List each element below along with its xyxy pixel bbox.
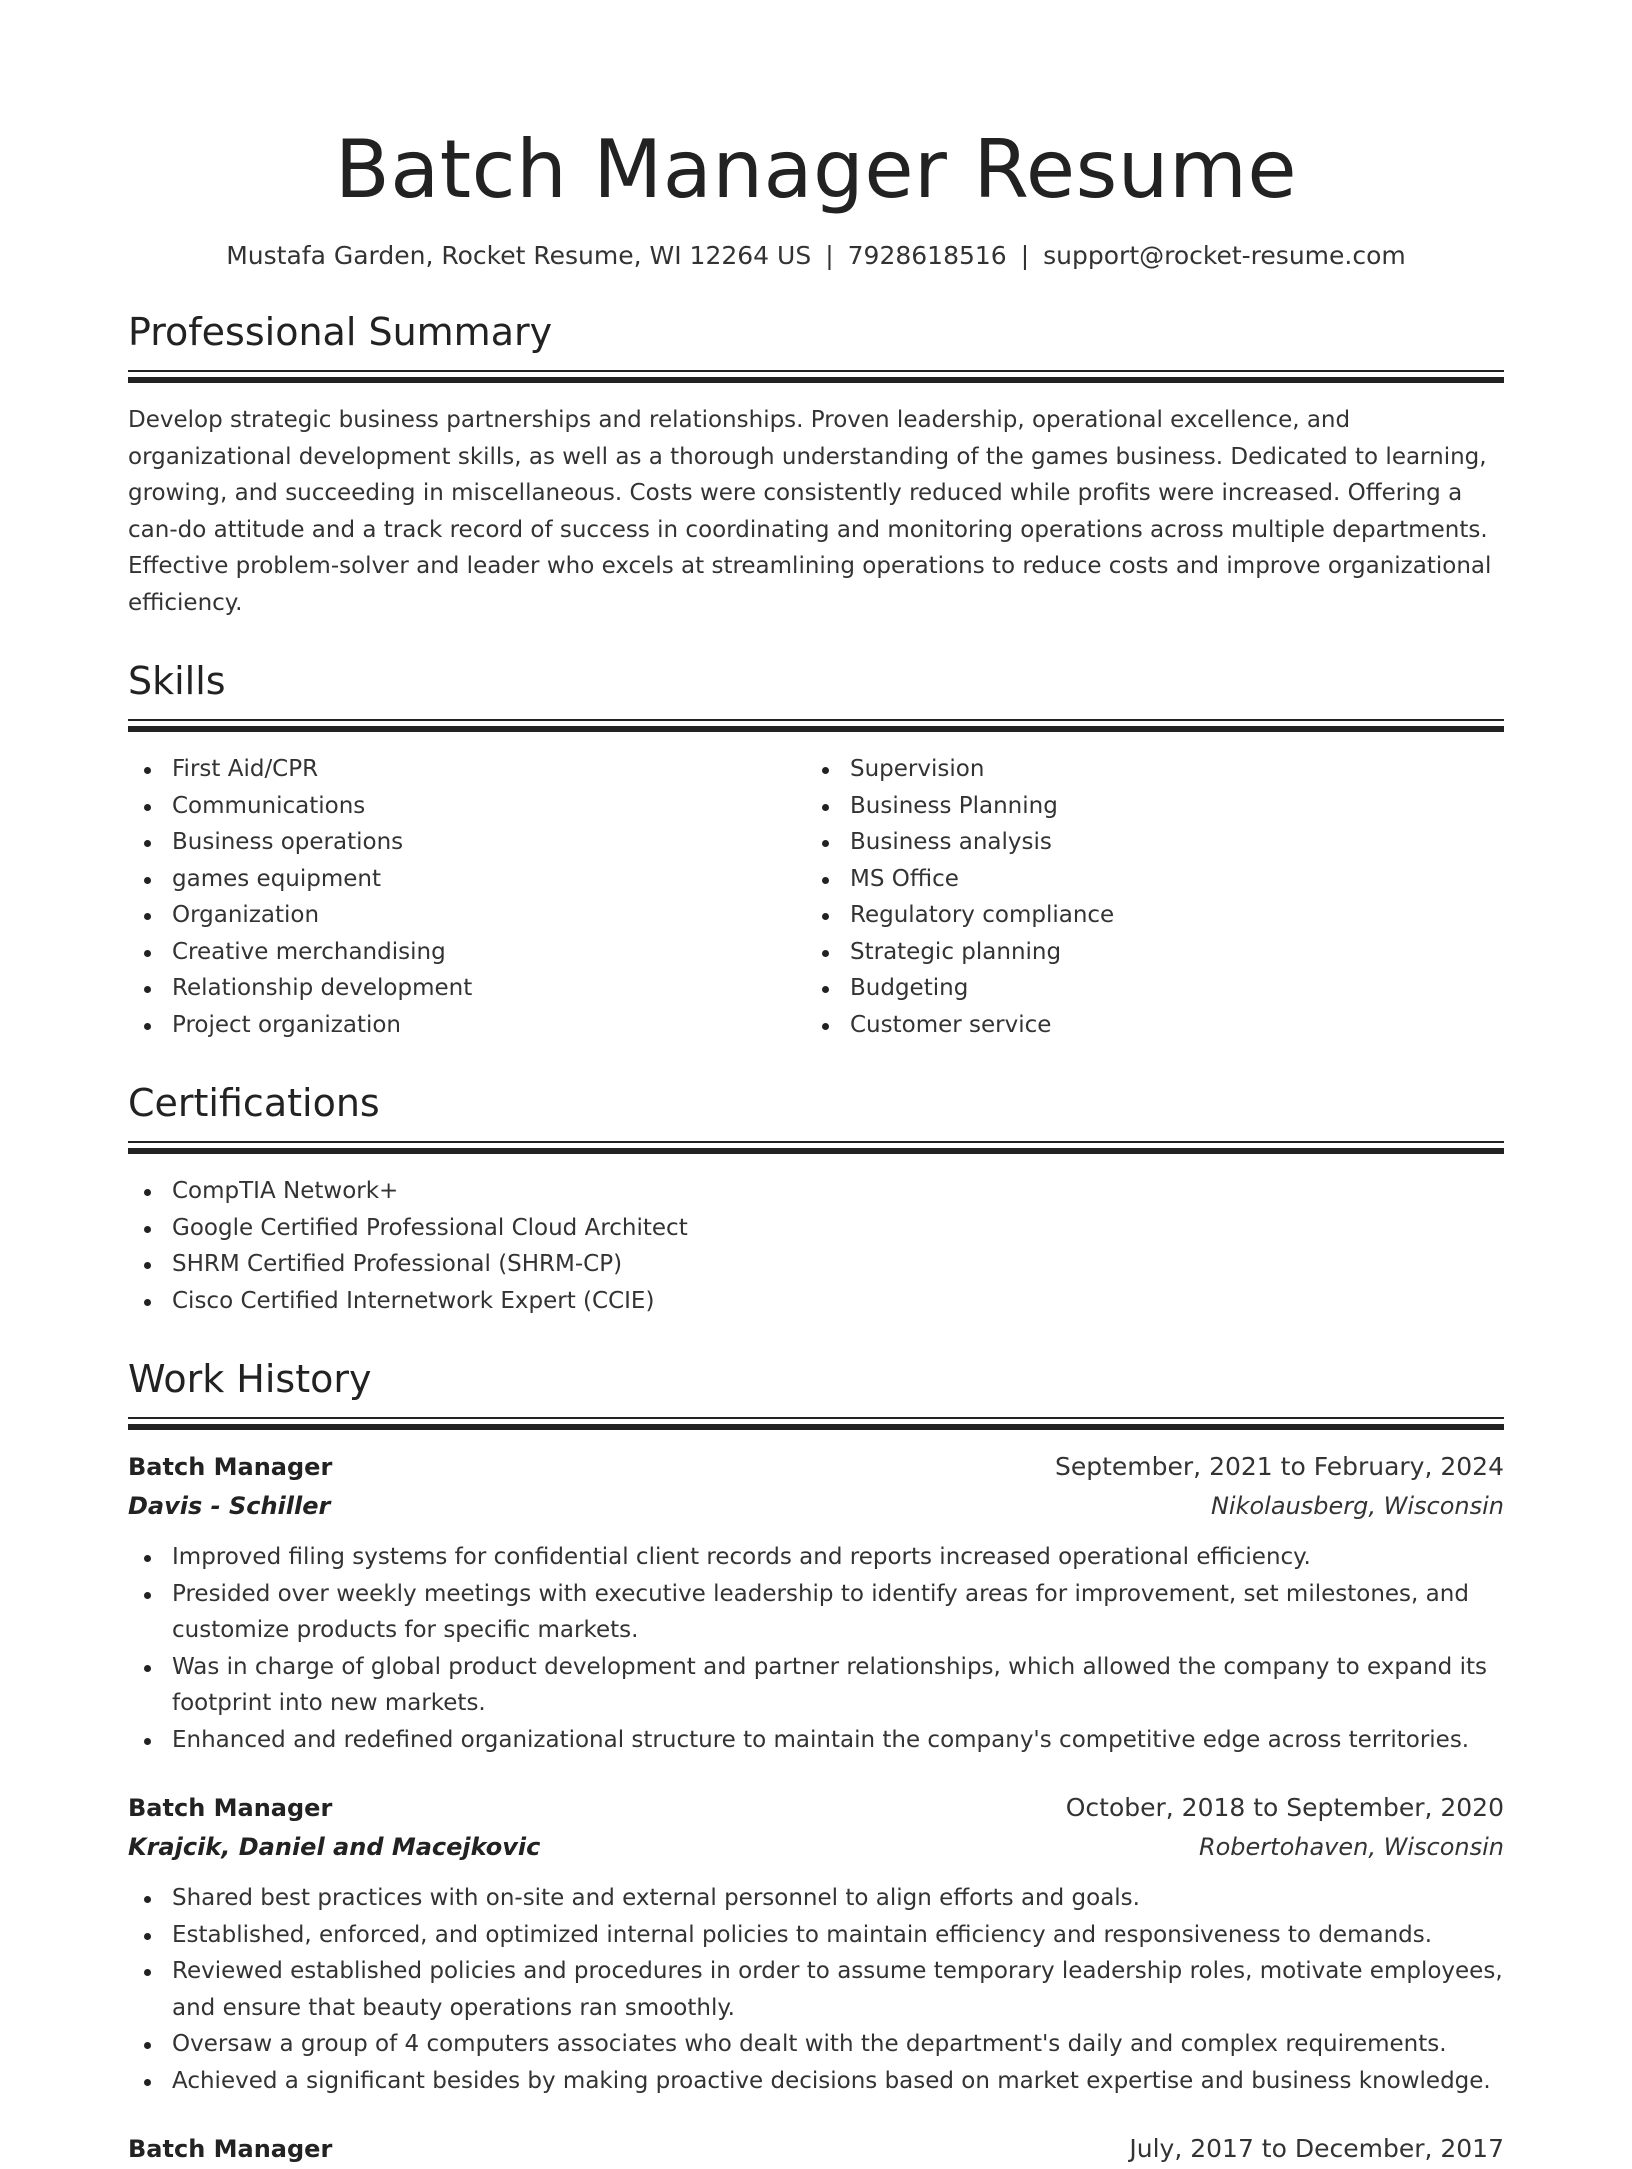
skill-item: Strategic planning	[806, 934, 1484, 971]
job-entry	[128, 2129, 1504, 2169]
skills-heading: Skills	[128, 659, 226, 703]
skill-item: Regulatory compliance	[806, 897, 1484, 934]
certification-item: CompTIA Network+	[128, 1173, 1504, 1210]
skills-grid	[128, 751, 1504, 1043]
job-bullet: Oversaw a group of 4 computers associates who dealt with the department's daily and complex requirements.	[128, 2026, 1504, 2063]
summary-text: Develop strategic business partnerships and relationships. Proven leadership, operational excellence, and organizational development skills, as well as a thorough understanding of the games business. Dedicated to learning, growing, and succeeding in miscellaneous. Costs were consistently reduced while profits were increased. Offering a can-do attitude and a track record of success in coordinating and monitoring operations across multiple departments. Effective problem-solver and leader who excels at streamlining operations to reduce costs and improve organizational efficiency.	[128, 407, 1492, 616]
skill-item: First Aid/CPR	[128, 751, 806, 788]
skill-item: Creative merchandising	[128, 934, 806, 971]
job-bullets	[128, 1539, 1504, 1758]
section-divider	[128, 1417, 1504, 1429]
section-divider	[128, 370, 1504, 382]
job-company-row	[128, 1487, 1504, 1525]
job-bullet: Reviewed established policies and procedures in order to assume temporary leadership roles, motivate employees, and ensure that beauty operations ran smoothly.	[128, 1953, 1504, 2026]
job-bullet: Enhanced and redefined organizational structure to maintain the company's competitive edge across territories.	[128, 1722, 1504, 1759]
skill-item: Business Planning	[806, 788, 1484, 825]
job-bullet: Improved filing systems for confidential client records and reports increased operational efficiency.	[128, 1539, 1504, 1576]
certifications-heading: Certifications	[128, 1081, 380, 1125]
job-bullets	[128, 1880, 1504, 2099]
job-title: Batch Manager	[128, 1794, 333, 1822]
job-entry	[128, 1447, 1504, 1758]
summary-section-header	[128, 308, 1504, 382]
skill-item: MS Office	[806, 861, 1484, 898]
certifications-section-header	[128, 1079, 1504, 1153]
job-location: Robertohaven, Wisconsin	[1198, 1833, 1504, 1861]
work-history-heading: Work History	[128, 1357, 372, 1401]
job-company: Krajcik, Daniel and Macejkovic	[128, 1833, 541, 1861]
resume-page	[128, 0, 1504, 2169]
job-company: Davis - Schiller	[128, 1492, 331, 1520]
job-bullet: Was in charge of global product development and partner relationships, which allowed the company to expand its footprint into new markets.	[128, 1649, 1504, 1722]
certifications-list	[128, 1173, 1504, 1319]
contact-separator: |	[825, 241, 834, 270]
job-location: Nikolausberg, Wisconsin	[1210, 1492, 1504, 1520]
skill-item: Customer service	[806, 1007, 1484, 1044]
job-title: Batch Manager	[128, 1453, 333, 1481]
job-dates: September, 2021 to February, 2024	[1055, 1452, 1504, 1481]
job-header-row	[128, 1788, 1504, 1828]
contact-address: Mustafa Garden, Rocket Resume, WI 12264 US	[226, 241, 812, 270]
skill-item: Supervision	[806, 751, 1484, 788]
job-header-row	[128, 2129, 1504, 2169]
resume-title: Batch Manager Resume	[334, 123, 1298, 216]
job-dates: July, 2017 to December, 2017	[1129, 2134, 1504, 2163]
certification-item: SHRM Certified Professional (SHRM-CP)	[128, 1246, 1504, 1283]
section-divider	[128, 719, 1504, 731]
skills-list-right	[806, 751, 1484, 1043]
contact-line	[128, 240, 1504, 272]
job-title: Batch Manager	[128, 2135, 333, 2163]
job-bullet: Established, enforced, and optimized internal policies to maintain efficiency and responsiveness to demands.	[128, 1917, 1504, 1954]
section-divider	[128, 1141, 1504, 1153]
skill-item: Business analysis	[806, 824, 1484, 861]
summary-heading: Professional Summary	[128, 310, 553, 354]
job-bullet: Presided over weekly meetings with executive leadership to identify areas for improvement, set milestones, and customize products for specific markets.	[128, 1576, 1504, 1649]
skill-item: Business operations	[128, 824, 806, 861]
skill-item: Relationship development	[128, 970, 806, 1007]
job-company-row	[128, 1828, 1504, 1866]
skill-item: Organization	[128, 897, 806, 934]
job-dates: October, 2018 to September, 2020	[1065, 1793, 1504, 1822]
job-entry	[128, 1788, 1504, 2099]
skills-section-header	[128, 657, 1504, 731]
contact-phone: 7928618516	[847, 241, 1007, 270]
skill-item: Project organization	[128, 1007, 806, 1044]
skill-item: Budgeting	[806, 970, 1484, 1007]
contact-separator: |	[1020, 241, 1030, 270]
job-header-row	[128, 1447, 1504, 1487]
work-history-section-header	[128, 1355, 1504, 1429]
job-bullet: Shared best practices with on-site and external personnel to align efforts and goals.	[128, 1880, 1504, 1917]
skill-item: Communications	[128, 788, 806, 825]
certification-item: Google Certified Professional Cloud Architect	[128, 1210, 1504, 1247]
certification-item: Cisco Certified Internetwork Expert (CCIE)	[128, 1283, 1504, 1320]
contact-email: support@rocket-resume.com	[1043, 241, 1406, 270]
skills-list-left	[128, 751, 806, 1043]
skill-item: games equipment	[128, 861, 806, 898]
job-bullet: Achieved a significant besides by making proactive decisions based on market expertise and business knowledge.	[128, 2063, 1504, 2100]
